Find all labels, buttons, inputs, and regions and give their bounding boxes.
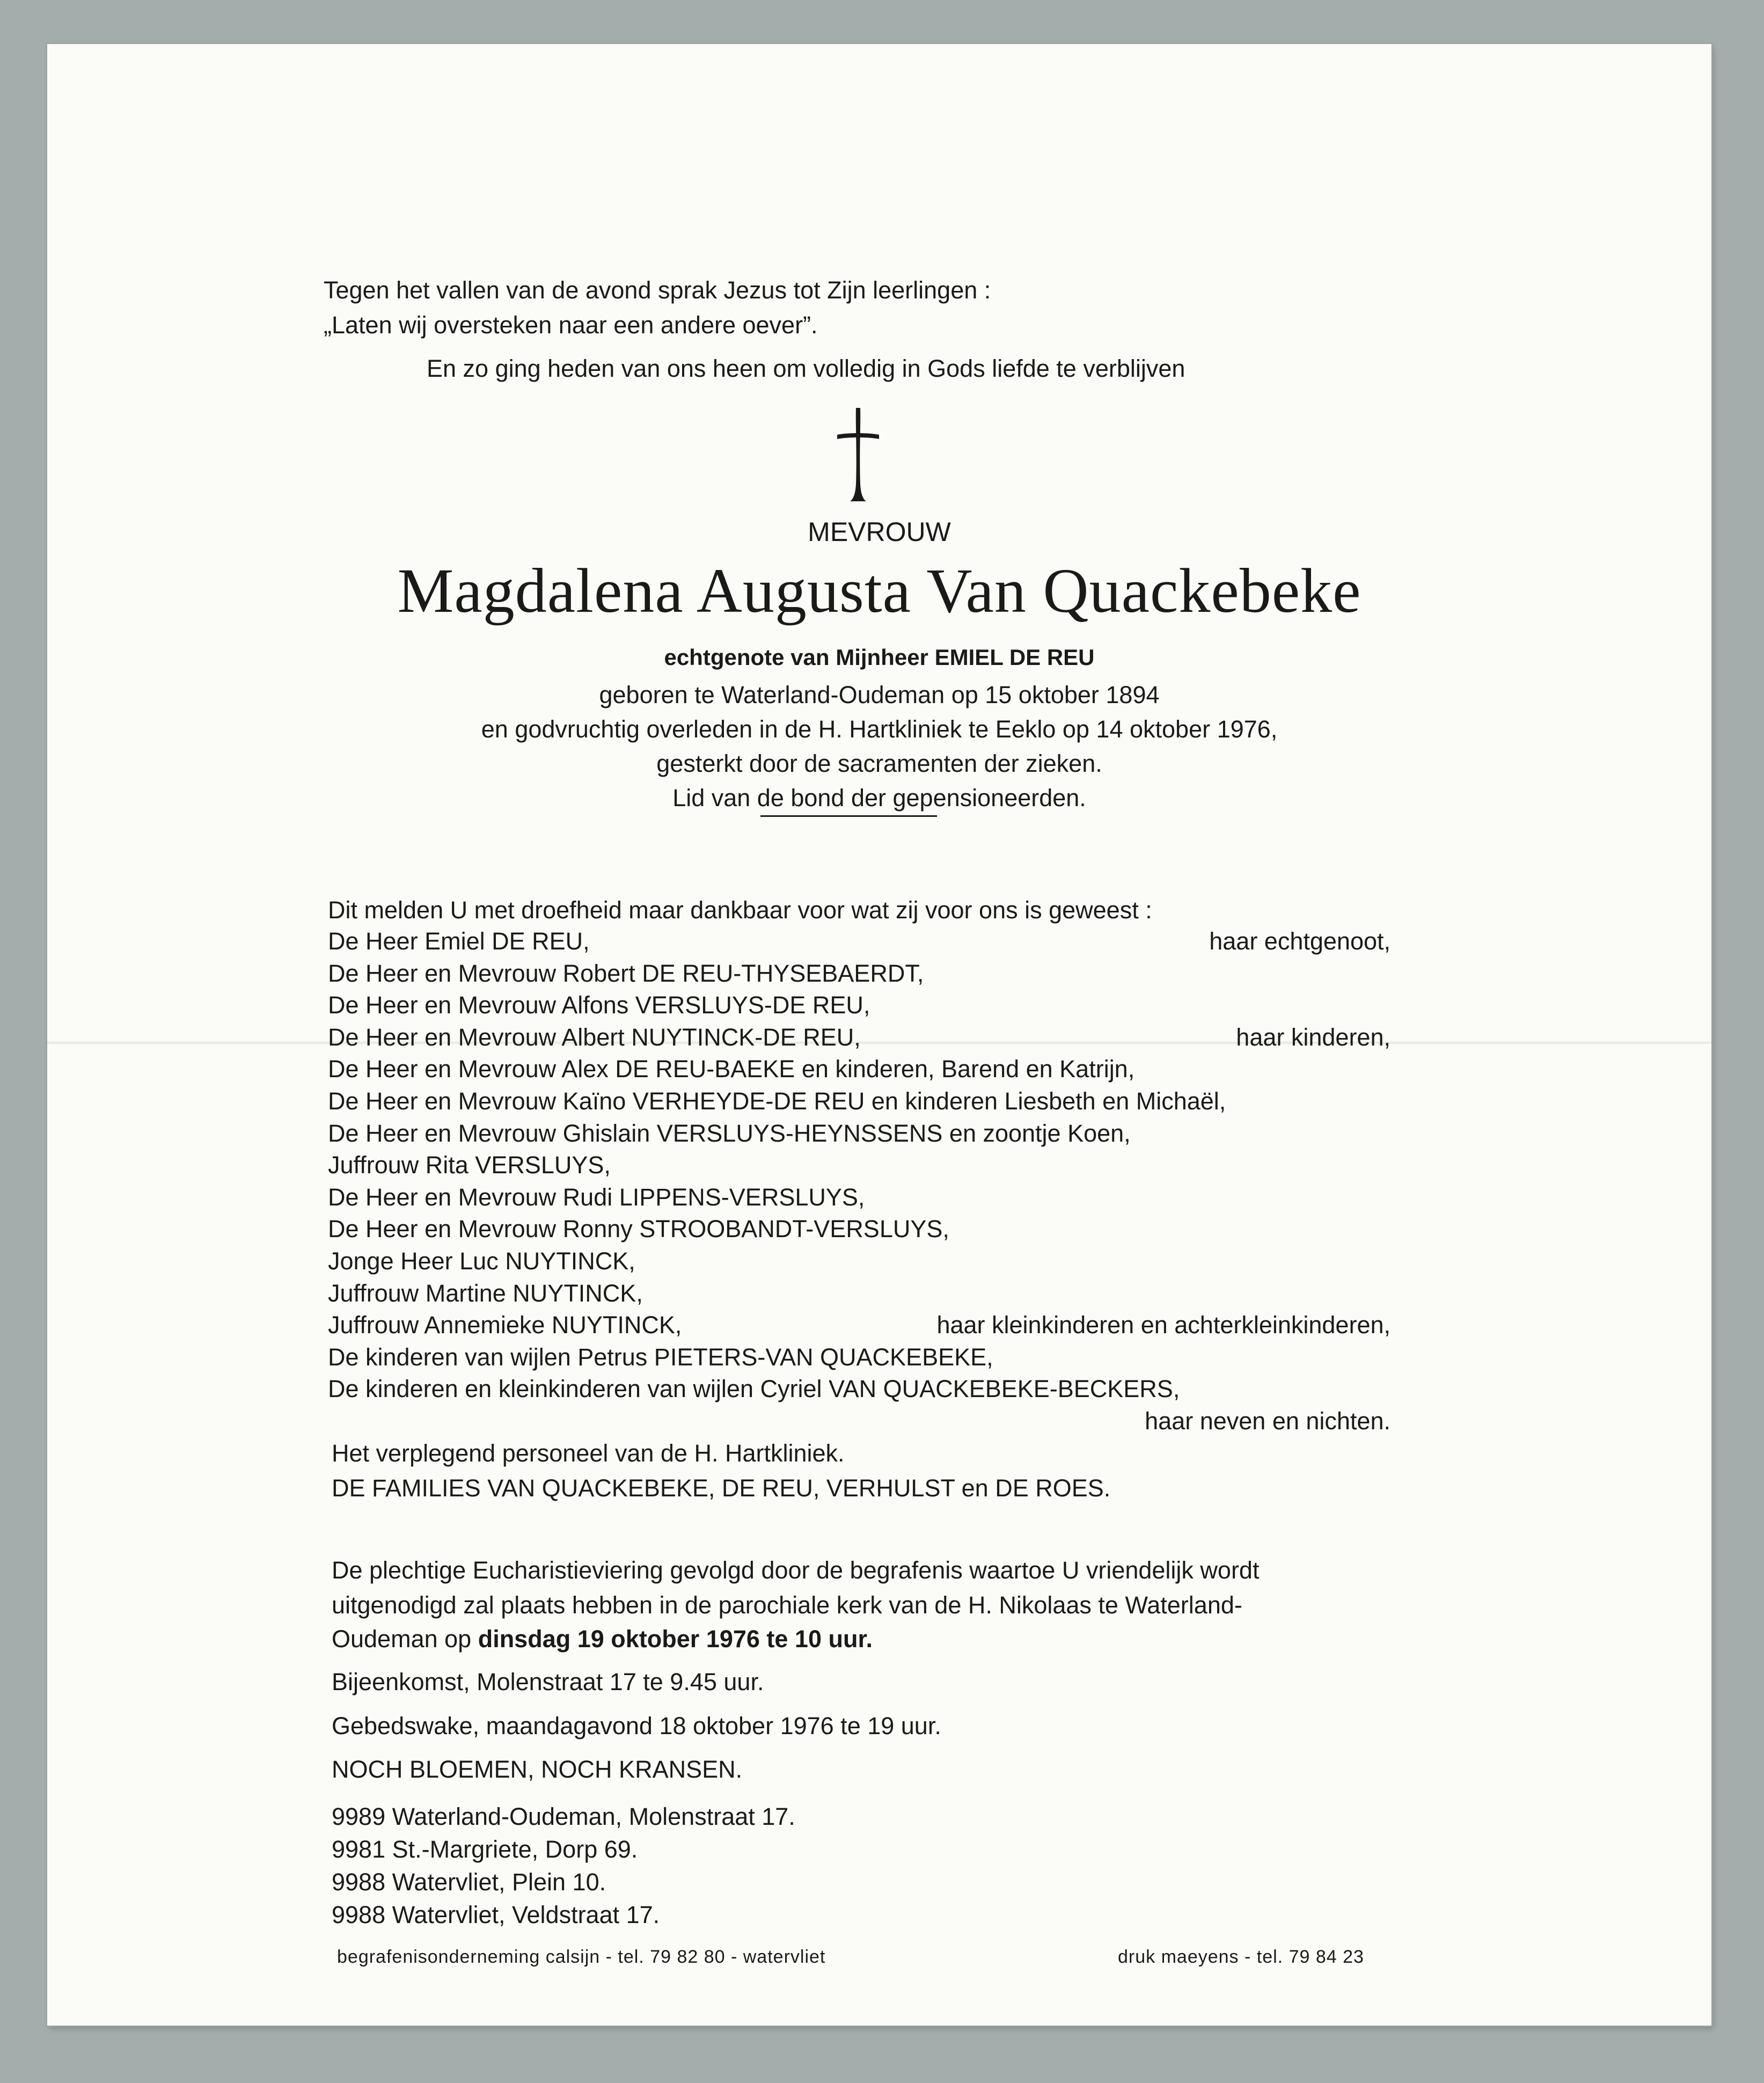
family-relation: haar kinderen,: [1236, 1024, 1390, 1051]
family-member-name: Juffrouw Rita VERSLUYS,: [328, 1151, 611, 1179]
family-member-name: De Heer en Mevrouw Albert NUYTINCK-DE REU,: [328, 1024, 861, 1051]
family-member-name: De Heer Emiel DE REU,: [328, 927, 590, 955]
honorific-title: MEVROUW: [808, 517, 951, 547]
address-line: 9988 Watervliet, Veldstraat 17.: [332, 1901, 660, 1928]
address-line: 9988 Watervliet, Plein 10.: [332, 1868, 606, 1896]
section-divider: [760, 815, 937, 817]
membership-line: Lid van de bond der gepensioneerden.: [672, 784, 1086, 812]
family-member-name: De Heer en Mevrouw Ronny STROOBANDT-VERSLUYS,: [328, 1215, 949, 1243]
paper-fold-line: [47, 1041, 1711, 1044]
footer-printer: druk maeyens - tel. 79 84 23: [1118, 1947, 1364, 1967]
death-notice-card: [47, 44, 1711, 2026]
address-line: 9989 Waterland-Oudeman, Molenstraat 17.: [332, 1803, 795, 1830]
family-member-name: Juffrouw Annemieke NUYTINCK,: [328, 1311, 682, 1339]
family-member-name: De Heer en Mevrouw Alfons VERSLUYS-DE REU,: [328, 991, 870, 1019]
family-relation: haar neven en nichten.: [1145, 1407, 1390, 1435]
family-relation: haar kleinkinderen en achterkleinkinderen,: [936, 1311, 1390, 1339]
family-relation: haar echtgenoot,: [1209, 927, 1390, 955]
spouse-name: EMIEL DE REU: [934, 645, 1095, 670]
spouse-line: [47, 642, 1711, 673]
family-member-name: De kinderen en kleinkinderen van wijlen Cyriel VAN QUACKEBEKE-BECKERS,: [328, 1375, 1180, 1402]
footer-undertaker: begrafenisonderneming calsijn - tel. 79 82 80 - watervliet: [337, 1947, 826, 1967]
death-line: en godvruchtig overleden in de H. Hartkliniek te Eeklo op 14 oktober 1976,: [481, 715, 1278, 743]
family-member-name: De Heer en Mevrouw Alex DE REU-BAEKE en kinderen, Barend en Katrijn,: [328, 1055, 1135, 1083]
families-line: DE FAMILIES VAN QUACKEBEKE, DE REU, VERHULST en DE ROES.: [332, 1474, 1111, 1502]
family-member-name: De Heer en Mevrouw Kaïno VERHEYDE-DE REU en kinderen Liesbeth en Michaël,: [328, 1087, 1226, 1115]
service-line-2: uitgenodigd zal plaats hebben in de parochiale kerk van de H. Nikolaas te Waterland-: [332, 1591, 1242, 1619]
spouse-prefix: echtgenote van Mijnheer: [664, 645, 928, 670]
intro-line-1: Tegen het vallen van de avond sprak Jezus tot Zijn leerlingen :: [324, 276, 991, 304]
intro-line-3: En zo ging heden van ons heen om volledig in Gods liefde te verblijven: [427, 355, 1185, 382]
service-line-3-prefix: Oudeman op: [332, 1625, 472, 1653]
address-line: 9981 St.-Margriete, Dorp 69.: [332, 1836, 638, 1863]
gathering-line: Bijeenkomst, Molenstraat 17 te 9.45 uur.: [332, 1668, 764, 1695]
family-member-name: De kinderen van wijlen Petrus PIETERS-VAN QUACKEBEKE,: [328, 1343, 993, 1371]
deceased-name: Magdalena Augusta Van Quackebeke: [397, 556, 1362, 626]
service-date-time: dinsdag 19 oktober 1976 te 10 uur.: [478, 1625, 873, 1653]
family-member-name: Juffrouw Martine NUYTINCK,: [328, 1280, 643, 1307]
family-member-name: De Heer en Mevrouw Rudi LIPPENS-VERSLUYS,: [328, 1183, 865, 1211]
sacraments-line: gesterkt door de sacramenten der zieken.: [656, 750, 1102, 777]
no-flowers-line: NOCH BLOEMEN, NOCH KRANSEN.: [332, 1756, 743, 1783]
announcement-intro: Dit melden U met droefheid maar dankbaar voor wat zij voor ons is geweest :: [328, 896, 1152, 924]
vigil-line: Gebedswake, maandagavond 18 oktober 1976 te 19 uur.: [332, 1712, 941, 1740]
service-line-3: [332, 1624, 873, 1655]
cross-icon: [834, 404, 882, 506]
family-member-name: De Heer en Mevrouw Ghislain VERSLUYS-HEYNSSENS en zoontje Koen,: [328, 1120, 1131, 1147]
family-member-name: De Heer en Mevrouw Robert DE REU-THYSEBAERDT,: [328, 960, 924, 987]
family-member-name: Jonge Heer Luc NUYTINCK,: [328, 1247, 635, 1275]
service-line-1: De plechtige Eucharistieviering gevolgd door de begrafenis waartoe U vriendelijk wordt: [332, 1556, 1260, 1584]
staff-line: Het verplegend personeel van de H. Hartkliniek.: [332, 1439, 845, 1467]
intro-line-2: „Laten wij oversteken naar een andere oever”.: [324, 311, 818, 339]
birth-line: geboren te Waterland-Oudeman op 15 oktober 1894: [599, 681, 1160, 708]
